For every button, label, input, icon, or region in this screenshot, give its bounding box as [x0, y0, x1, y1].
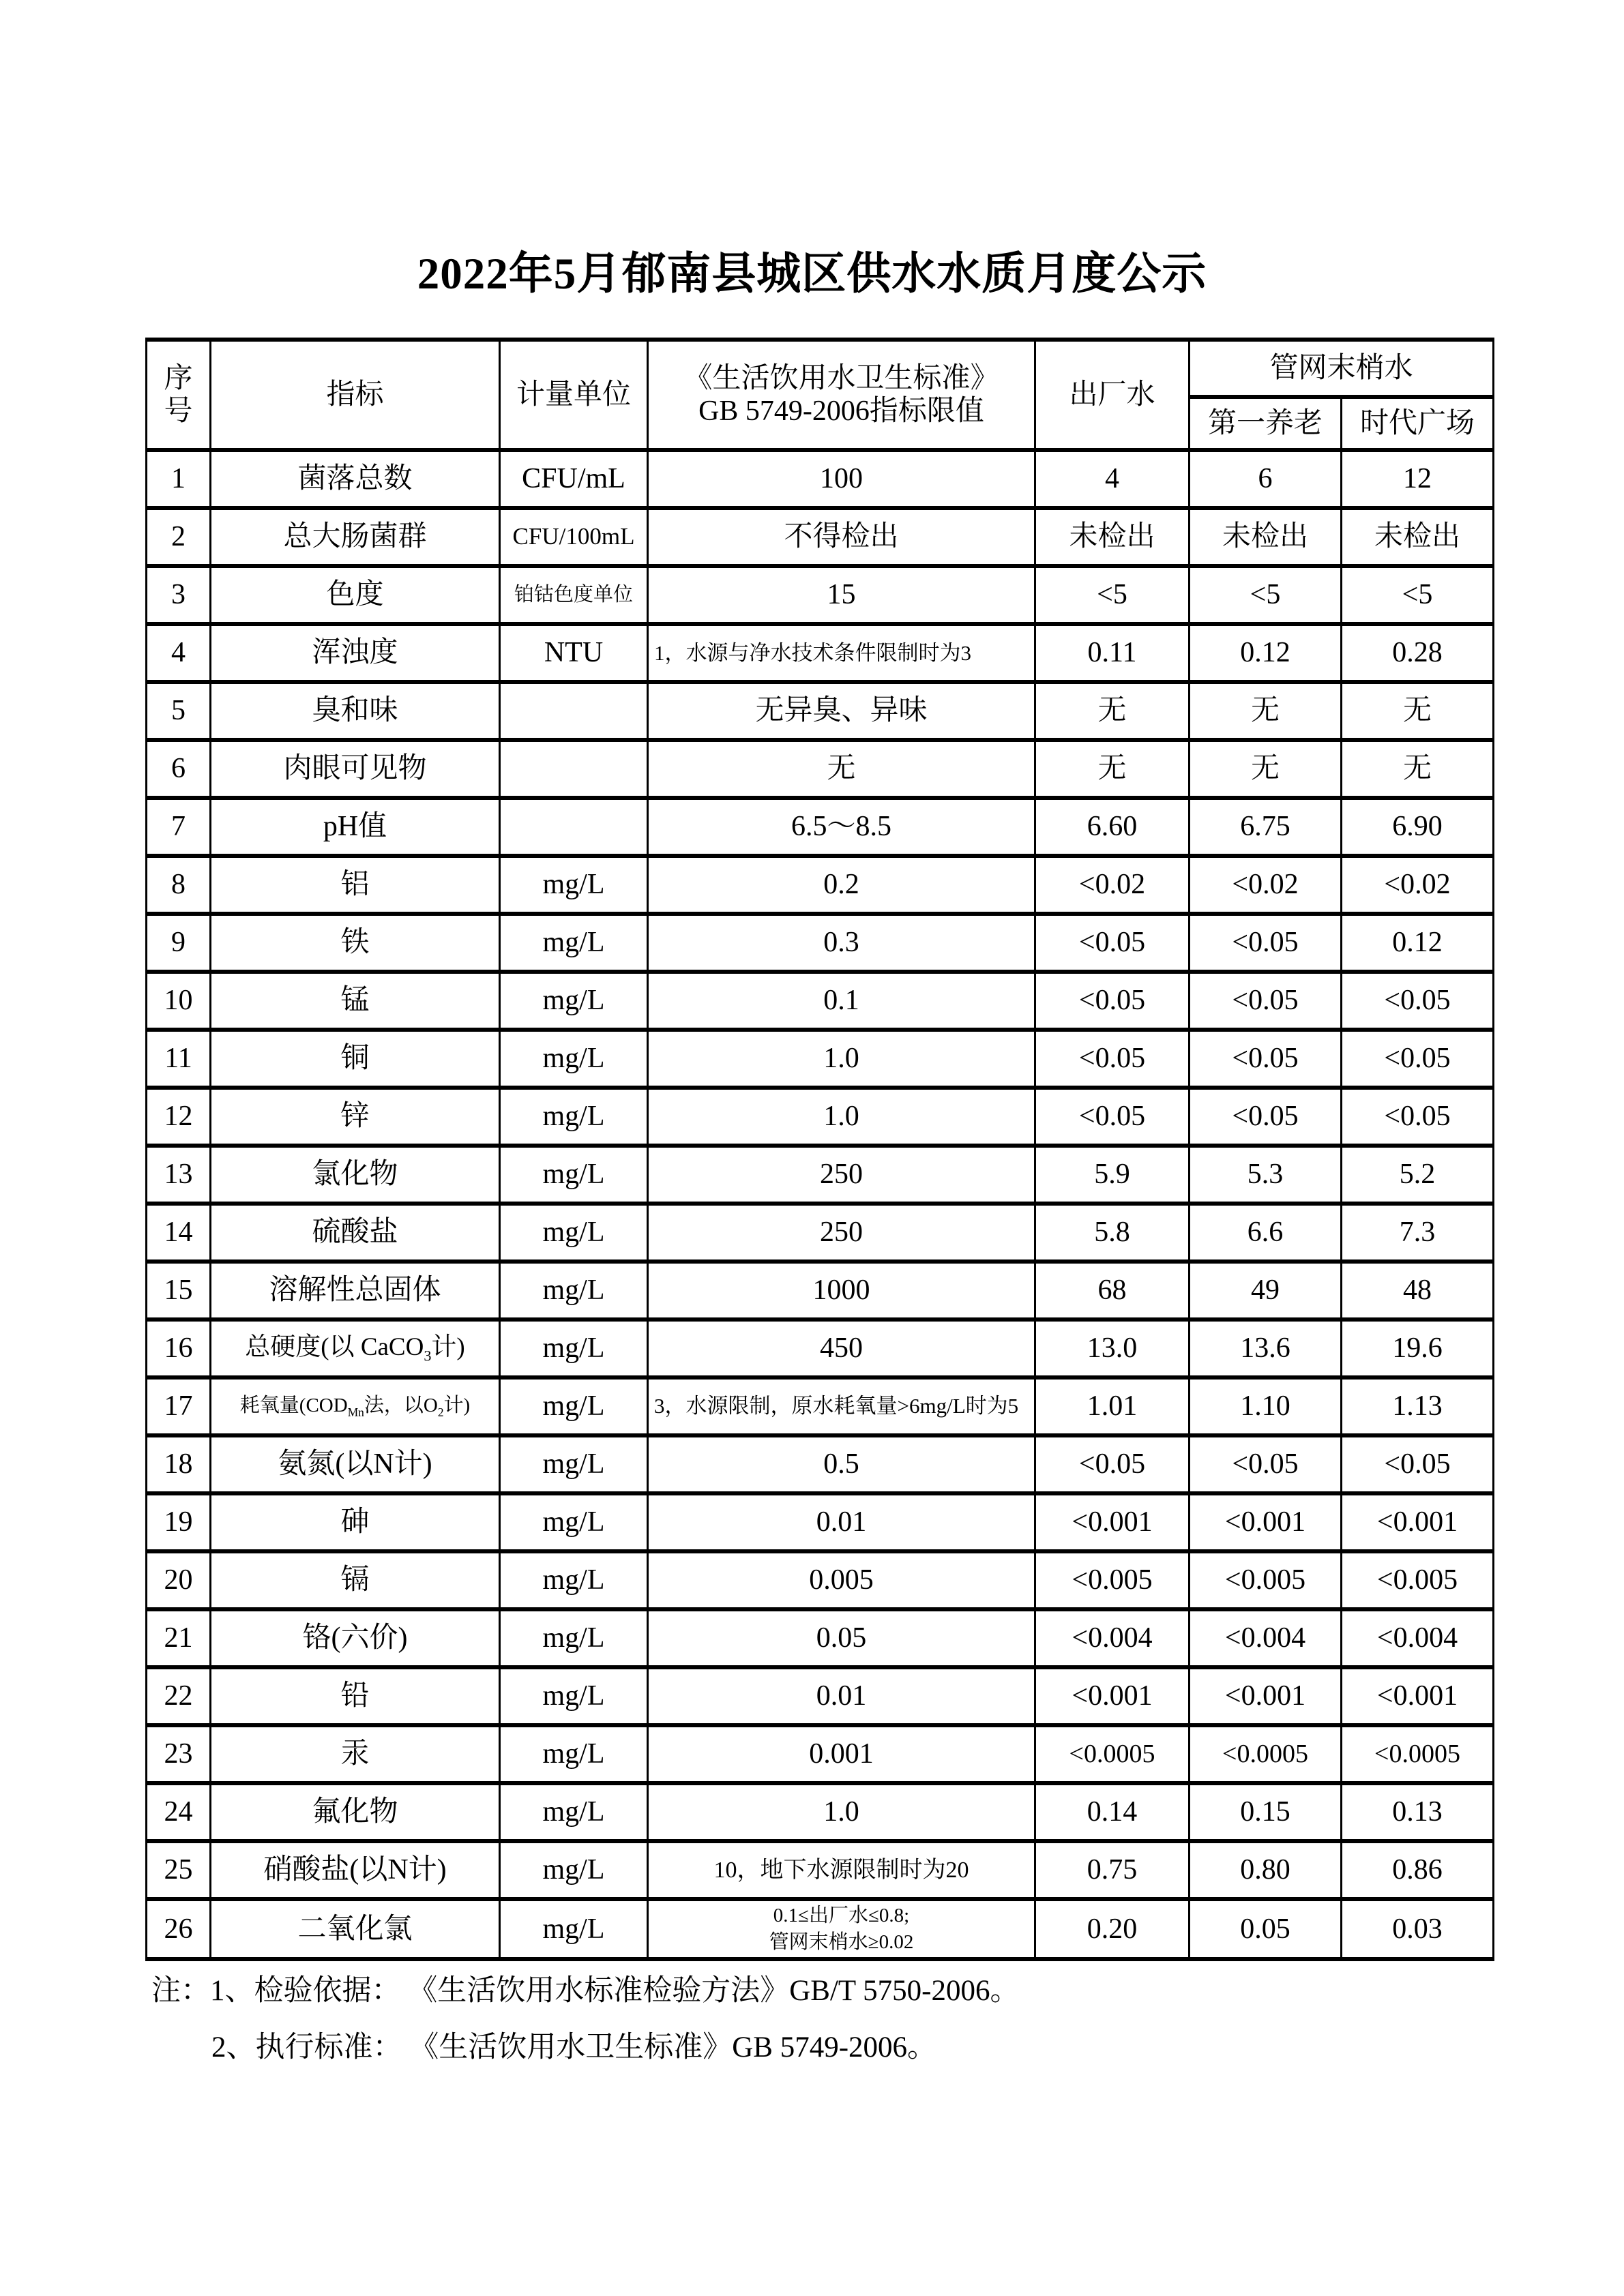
- cell-point2: 0.13: [1342, 1783, 1494, 1841]
- page-title: 2022年5月郁南县城区供水水质月度公示: [417, 250, 1207, 299]
- cell-unit: 铂钴色度单位: [500, 566, 648, 624]
- cell-point2: 6.90: [1342, 798, 1494, 856]
- cell-point1: <0.004: [1190, 1609, 1342, 1667]
- cell-indicator: 氯化物: [211, 1146, 500, 1204]
- cell-point2: 48: [1342, 1262, 1494, 1320]
- cell-limit: 250: [648, 1146, 1035, 1204]
- table-row: [147, 798, 1494, 856]
- cell-indicator: 镉: [211, 1551, 500, 1609]
- cell-unit: mg/L: [500, 1783, 648, 1841]
- cell-no: 21: [147, 1609, 211, 1667]
- cell-no: 10: [147, 972, 211, 1030]
- cell-no: 20: [147, 1551, 211, 1609]
- limit-header-line1: 《生活饮用水卫生标准》: [683, 362, 999, 394]
- cell-indicator: 铝: [211, 856, 500, 914]
- cell-limit: 450: [648, 1320, 1035, 1377]
- cell-no: 12: [147, 1088, 211, 1146]
- cell-point1: <0.02: [1190, 856, 1342, 914]
- cell-factory: 0.20: [1035, 1899, 1190, 1959]
- table-row: [147, 1377, 1494, 1435]
- cell-limit: 15: [648, 566, 1035, 624]
- cell-factory: <0.05: [1035, 1435, 1190, 1493]
- cell-point2: 7.3: [1342, 1204, 1494, 1262]
- cell-point2: <0.05: [1342, 972, 1494, 1030]
- cell-factory: 无: [1035, 740, 1190, 798]
- cell-indicator: 氨氮(以N计): [211, 1435, 500, 1493]
- cell-no: 1: [147, 450, 211, 508]
- cell-unit: [500, 740, 648, 798]
- cell-limit: 0.05: [648, 1609, 1035, 1667]
- cell-point1: 0.15: [1190, 1783, 1342, 1841]
- limit-header-line2: GB 5749-2006指标限值: [698, 396, 984, 427]
- cell-factory: <0.05: [1035, 972, 1190, 1030]
- cell-unit: mg/L: [500, 1088, 648, 1146]
- cell-limit: 0.01: [648, 1493, 1035, 1551]
- cell-unit: mg/L: [500, 1725, 648, 1783]
- cell-limit: 10，地下水源限制时为20: [648, 1841, 1035, 1899]
- table-row: [147, 972, 1494, 1030]
- cell-unit: mg/L: [500, 972, 648, 1030]
- cell-point1: 49: [1190, 1262, 1342, 1320]
- cell-limit: 0.5: [648, 1435, 1035, 1493]
- notes: [151, 1976, 1020, 2089]
- cell-unit: mg/L: [500, 1320, 648, 1377]
- cell-indicator: 肉眼可见物: [211, 740, 500, 798]
- cell-point1: <0.05: [1190, 914, 1342, 972]
- cell-factory: <0.001: [1035, 1493, 1190, 1551]
- cell-no: 13: [147, 1146, 211, 1204]
- table-row: [147, 1262, 1494, 1320]
- cell-point1: <0.0005: [1190, 1725, 1342, 1783]
- table-body: [147, 450, 1494, 1959]
- cell-no: 11: [147, 1030, 211, 1088]
- cell-point2: 5.2: [1342, 1146, 1494, 1204]
- cell-point2: 12: [1342, 450, 1494, 508]
- cell-point2: 0.28: [1342, 624, 1494, 682]
- cell-no: 23: [147, 1725, 211, 1783]
- table-row: [147, 1030, 1494, 1088]
- table-header: [147, 340, 1494, 450]
- cell-unit: mg/L: [500, 1146, 648, 1204]
- cell-point1: 6.75: [1190, 798, 1342, 856]
- cell-point2: <0.05: [1342, 1088, 1494, 1146]
- table-row: [147, 1783, 1494, 1841]
- cell-factory: 68: [1035, 1262, 1190, 1320]
- table-row: [147, 508, 1494, 566]
- cell-limit: 0.001: [648, 1725, 1035, 1783]
- cell-unit: CFU/100mL: [500, 508, 648, 566]
- cell-point2: <5: [1342, 566, 1494, 624]
- table-row: [147, 740, 1494, 798]
- cell-limit: 6.5～8.5: [648, 798, 1035, 856]
- cell-point1: 无: [1190, 740, 1342, 798]
- cell-point1: 6: [1190, 450, 1342, 508]
- water-quality-table: [145, 338, 1494, 1961]
- cell-unit: [500, 682, 648, 740]
- cell-unit: mg/L: [500, 1262, 648, 1320]
- cell-factory: <5: [1035, 566, 1190, 624]
- table-row: [147, 1204, 1494, 1262]
- cell-indicator: 色度: [211, 566, 500, 624]
- cell-indicator: 铅: [211, 1667, 500, 1725]
- cell-indicator: 锌: [211, 1088, 500, 1146]
- cell-indicator: 砷: [211, 1493, 500, 1551]
- cell-limit: 1.0: [648, 1030, 1035, 1088]
- col-header-unit: 计量单位: [500, 340, 648, 450]
- cell-no: 25: [147, 1841, 211, 1899]
- cell-limit: 3，水源限制，原水耗氧量>6mg/L时为5: [648, 1377, 1035, 1435]
- table-row: [147, 1493, 1494, 1551]
- col-header-network-water: 管网末梢水: [1190, 340, 1494, 397]
- cell-point1: 0.12: [1190, 624, 1342, 682]
- cell-unit: NTU: [500, 624, 648, 682]
- cell-limit: 0.1: [648, 972, 1035, 1030]
- table-row: [147, 682, 1494, 740]
- cell-no: 5: [147, 682, 211, 740]
- cell-no: 17: [147, 1377, 211, 1435]
- cell-unit: [500, 798, 648, 856]
- cell-no: 6: [147, 740, 211, 798]
- cell-unit: mg/L: [500, 1667, 648, 1725]
- cell-unit: CFU/mL: [500, 450, 648, 508]
- cell-indicator: 硫酸盐: [211, 1204, 500, 1262]
- cell-unit: mg/L: [500, 1030, 648, 1088]
- cell-point2: 1.13: [1342, 1377, 1494, 1435]
- cell-indicator: 臭和味: [211, 682, 500, 740]
- cell-unit: mg/L: [500, 1609, 648, 1667]
- cell-no: 9: [147, 914, 211, 972]
- cell-indicator: 二氧化氯: [211, 1899, 500, 1959]
- cell-no: 18: [147, 1435, 211, 1493]
- cell-factory: <0.05: [1035, 1030, 1190, 1088]
- cell-point1: 未检出: [1190, 508, 1342, 566]
- cell-unit: mg/L: [500, 1435, 648, 1493]
- cell-indicator: 汞: [211, 1725, 500, 1783]
- cell-point2: <0.005: [1342, 1551, 1494, 1609]
- table-row: [147, 1667, 1494, 1725]
- cell-point2: <0.0005: [1342, 1725, 1494, 1783]
- cell-indicator: 耗氧量($COD_{Mn}$法，以$O_2$计): [211, 1377, 500, 1435]
- cell-factory: 5.8: [1035, 1204, 1190, 1262]
- table-row: [147, 566, 1494, 624]
- cell-indicator: 锰: [211, 972, 500, 1030]
- cell-point1: <0.05: [1190, 1088, 1342, 1146]
- cell-point1: <5: [1190, 566, 1342, 624]
- cell-point1: 无: [1190, 682, 1342, 740]
- cell-point2: <0.004: [1342, 1609, 1494, 1667]
- table-row: [147, 914, 1494, 972]
- cell-indicator: 溶解性总固体: [211, 1262, 500, 1320]
- cell-indicator: 浑浊度: [211, 624, 500, 682]
- cell-limit: 0.2: [648, 856, 1035, 914]
- cell-no: 16: [147, 1320, 211, 1377]
- cell-point2: 0.03: [1342, 1899, 1494, 1959]
- cell-limit: 1.0: [648, 1088, 1035, 1146]
- col-header-indicator: 指标: [211, 340, 500, 450]
- cell-unit: mg/L: [500, 914, 648, 972]
- col-header-no: 序号: [147, 340, 211, 450]
- table-row: [147, 1435, 1494, 1493]
- cell-unit: mg/L: [500, 1493, 648, 1551]
- cell-indicator: 铜: [211, 1030, 500, 1088]
- cell-point2: <0.05: [1342, 1435, 1494, 1493]
- cell-point1: <0.05: [1190, 1030, 1342, 1088]
- cell-unit: mg/L: [500, 1551, 648, 1609]
- cell-indicator: 菌落总数: [211, 450, 500, 508]
- cell-indicator: 硝酸盐(以N计): [211, 1841, 500, 1899]
- cell-limit: 无: [648, 740, 1035, 798]
- cell-unit: mg/L: [500, 1377, 648, 1435]
- cell-limit: 0.01: [648, 1667, 1035, 1725]
- table-row: [147, 450, 1494, 508]
- cell-factory: 0.75: [1035, 1841, 1190, 1899]
- cell-limit: 无异臭、异味: [648, 682, 1035, 740]
- cell-no: 14: [147, 1204, 211, 1262]
- cell-factory: 4: [1035, 450, 1190, 508]
- cell-indicator: 铁: [211, 914, 500, 972]
- cell-factory: 1.01: [1035, 1377, 1190, 1435]
- cell-point2: 未检出: [1342, 508, 1494, 566]
- cell-factory: <0.02: [1035, 856, 1190, 914]
- cell-no: 4: [147, 624, 211, 682]
- cell-limit: 100: [648, 450, 1035, 508]
- cell-no: 24: [147, 1783, 211, 1841]
- cell-point1: <0.005: [1190, 1551, 1342, 1609]
- cell-no: 15: [147, 1262, 211, 1320]
- table-row: [147, 1609, 1494, 1667]
- cell-limit: 1，水源与净水技术条件限制时为3: [648, 624, 1035, 682]
- col-header-point1: 第一养老: [1190, 397, 1342, 450]
- cell-point2: <0.02: [1342, 856, 1494, 914]
- cell-indicator: 总硬度(以 CaCO$_3$计): [211, 1320, 500, 1377]
- cell-point2: <0.001: [1342, 1667, 1494, 1725]
- cell-factory: 0.11: [1035, 624, 1190, 682]
- cell-factory: <0.004: [1035, 1609, 1190, 1667]
- cell-factory: 5.9: [1035, 1146, 1190, 1204]
- cell-limit: 1000: [648, 1262, 1035, 1320]
- col-header-limit: [648, 340, 1035, 450]
- cell-point1: <0.001: [1190, 1493, 1342, 1551]
- cell-factory: <0.05: [1035, 1088, 1190, 1146]
- cell-limit: 1.0: [648, 1783, 1035, 1841]
- table-row: [147, 1841, 1494, 1899]
- cell-limit: 0.005: [648, 1551, 1035, 1609]
- cell-point1: 13.6: [1190, 1320, 1342, 1377]
- cell-point2: 19.6: [1342, 1320, 1494, 1377]
- cell-no: 22: [147, 1667, 211, 1725]
- cell-unit: mg/L: [500, 1204, 648, 1262]
- cell-no: 19: [147, 1493, 211, 1551]
- cell-point1: <0.05: [1190, 972, 1342, 1030]
- table-row: [147, 1088, 1494, 1146]
- table-row: [147, 1551, 1494, 1609]
- cell-unit: mg/L: [500, 1841, 648, 1899]
- cell-point2: 0.86: [1342, 1841, 1494, 1899]
- table-row: [147, 624, 1494, 682]
- cell-point1: 5.3: [1190, 1146, 1342, 1204]
- col-header-factory-water: 出厂水: [1035, 340, 1190, 450]
- cell-factory: 无: [1035, 682, 1190, 740]
- cell-indicator: 总大肠菌群: [211, 508, 500, 566]
- cell-factory: <0.0005: [1035, 1725, 1190, 1783]
- cell-no: 8: [147, 856, 211, 914]
- cell-point1: <0.05: [1190, 1435, 1342, 1493]
- table-row: [147, 1146, 1494, 1204]
- cell-indicator: 氟化物: [211, 1783, 500, 1841]
- cell-point2: <0.001: [1342, 1493, 1494, 1551]
- cell-indicator: 铬(六价): [211, 1609, 500, 1667]
- cell-no: 2: [147, 508, 211, 566]
- cell-point2: 0.12: [1342, 914, 1494, 972]
- cell-point2: <0.05: [1342, 1030, 1494, 1088]
- note-2: 2、执行标准： 《生活饮用水卫生标准》GB 5749-2006。: [211, 2031, 937, 2063]
- cell-point1: <0.001: [1190, 1667, 1342, 1725]
- cell-factory: 0.14: [1035, 1783, 1190, 1841]
- cell-point2: 无: [1342, 682, 1494, 740]
- cell-point1: 0.80: [1190, 1841, 1342, 1899]
- cell-factory: <0.001: [1035, 1667, 1190, 1725]
- cell-no: 3: [147, 566, 211, 624]
- cell-point1: 1.10: [1190, 1377, 1342, 1435]
- cell-factory: 6.60: [1035, 798, 1190, 856]
- table-row: [147, 1725, 1494, 1783]
- table-row: [147, 1320, 1494, 1377]
- cell-unit: mg/L: [500, 1899, 648, 1959]
- cell-point1: 6.6: [1190, 1204, 1342, 1262]
- cell-no: 7: [147, 798, 211, 856]
- table-row: [147, 856, 1494, 914]
- cell-limit: 0.3: [648, 914, 1035, 972]
- cell-point1: 0.05: [1190, 1899, 1342, 1959]
- cell-limit: 不得检出: [648, 508, 1035, 566]
- note-1: 注：1、检验依据： 《生活饮用水标准检验方法》GB/T 5750-2006。: [151, 1975, 1020, 2007]
- cell-indicator: pH值: [211, 798, 500, 856]
- cell-point2: 无: [1342, 740, 1494, 798]
- table-row: [147, 1899, 1494, 1959]
- cell-factory: <0.005: [1035, 1551, 1190, 1609]
- cell-factory: 13.0: [1035, 1320, 1190, 1377]
- cell-no: 26: [147, 1899, 211, 1959]
- cell-factory: 未检出: [1035, 508, 1190, 566]
- col-header-point2: 时代广场: [1342, 397, 1494, 450]
- cell-limit: 0.1≤出厂水≤0.8; 管网末梢水≥0.02: [648, 1899, 1035, 1959]
- cell-factory: <0.05: [1035, 914, 1190, 972]
- cell-unit: mg/L: [500, 856, 648, 914]
- cell-limit: 250: [648, 1204, 1035, 1262]
